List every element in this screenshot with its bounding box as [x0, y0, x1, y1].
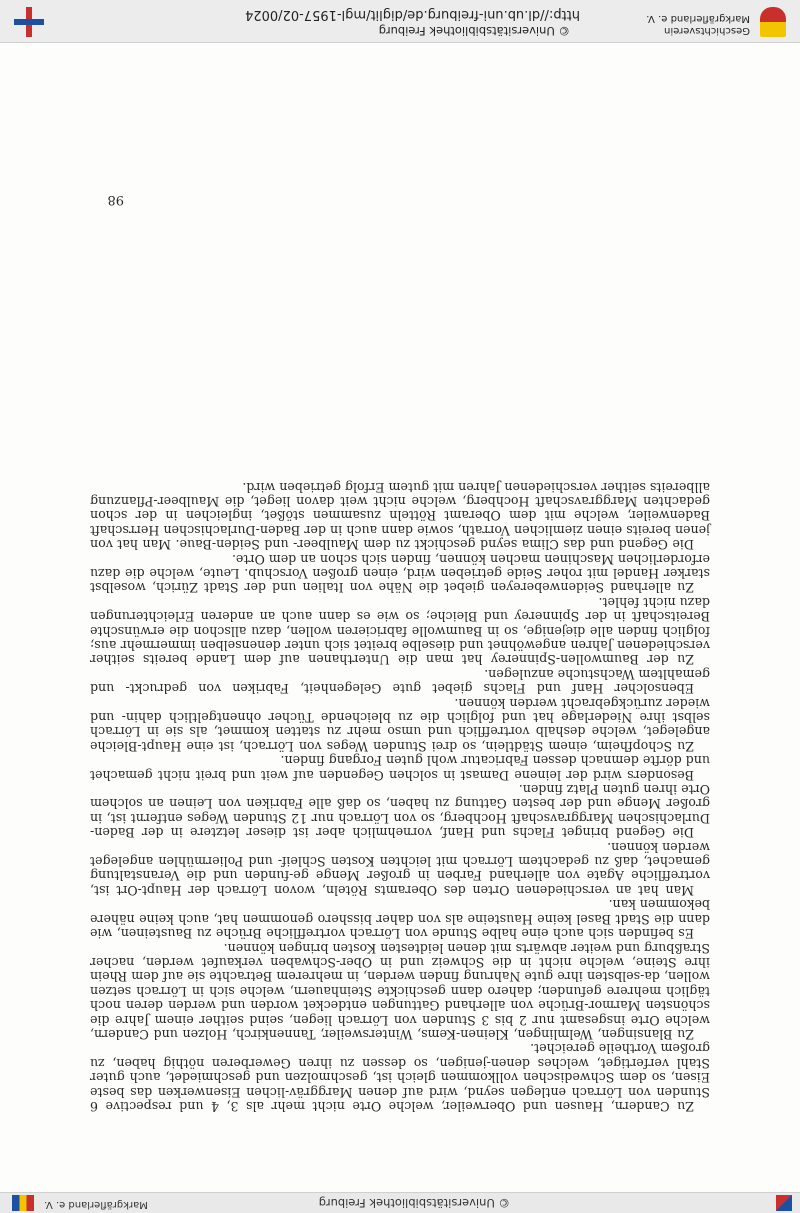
footer-society — [646, 12, 750, 36]
footer-library: © Universitätsbibliothek Freiburg — [378, 24, 570, 38]
ub-freiburg-logo-icon — [14, 7, 44, 37]
paragraph: Zu Candern, Hausen und Oberweiler, welche Orte nicht mehr als 3, 4 und respective 6 Stunden von Lörrach entlegen seynd, wird auf denen Marggräv-lichen Eisenwerken das beste Eisen, so dem Schwedischen vollkommen gleich ist, geschmolzen und geschmiedet, auch guter Stahl verfertiget, welches denen-jenigen, so dessen zu ihren Gewerberen nöthig haben, zu großem Vortheile gereichet. — [90, 1041, 710, 1114]
paragraph: Man hat an verschiedenen Orten des Oberamts Röteln, wovon Lörrach der Haupt-Ort ist, vortreffliche Agate von allerhand Farben in großer Menge ge-funden und die Veranstaltung gemachet, daß zu gedachtem Lörrach mit leichten Kosten Schleif- und Poliermühlen angeleget werden können. — [90, 839, 710, 898]
footer-society-line1: Geschichtsverein — [664, 25, 750, 36]
permalink[interactable]: http://dl.ub.uni-freiburg.de/diglit/mgl-1957-02/0024 — [245, 7, 580, 22]
viewer-bottom-bar — [0, 0, 800, 43]
document-body — [90, 479, 710, 1113]
paragraph: Ebensolcher Hanf und Flachs giebet gute Gelegenheit, Fabriken von gedruckt- und gemahltem Wachstuche anzulegen. — [90, 666, 710, 697]
paragraph: Zu allerhand Seidenwebereyen giebet die Nähe von Italien und der Stadt Zürich, woselbst starker Handel mit roher Seide getrieben wird, einen großen Vorschub. Leute, welche die dazu erforderlichen Maschinen machen können, finden sich schon an dem Orte. — [90, 551, 710, 596]
logo-bar — [14, 19, 44, 25]
header-society: Markgräflerland e. V. — [44, 1199, 148, 1210]
footer-society-line2: Markgräflerland e. V. — [646, 13, 750, 24]
paragraph: Besonders wird der leinene Damast in solchen Gegenden auf weit und breit nicht gemachet und dörfte demnach dessen Fabricatur wohl guten Forgang finden. — [90, 753, 710, 783]
library-logo-icon — [776, 1195, 792, 1211]
paragraph: Es befinden sich auch eine halbe Stunde von Lörrach vortreffliche Brüche zu Bausteinen, wie dann die Stadt Basel keine Hausteine als von daher bisshero genommen hat, auch keine nähere bekommen kan. — [90, 897, 710, 942]
paragraph: Die Gegend und das Clima seynd geschickt zu dem Maulbeer- und Seiden-Baue. Man hat von jenen bereits einen ziemlichen Vorrath, sowie dann auch in der Baden-Durlachischen Herrschaft Badenweiler, welche mit dem Oberamt Rötteln zusammen stößet, ingleichen in der schon gedachten Marggravschaft Hochberg, welche nicht weit davon lieget, die Maulbeer-Pflanzung allbereits seither verschiedenen Jahren mit gutem Erfolg getrieben wird. — [90, 479, 710, 553]
paragraph: Zu Schopfheim, einem Städtlein, so drei Stunden Weges von Lörrach, ist eine Haupt-Bleiche angeleget, welche deshalb vortrefflich und umso mehr zu statten kommet, als sie in Lörrach selbst ihre Niederlage hat und folglich die zu bleichende Tücher ohnentgeltlich dahin- und wieder zurückgebracht werden können. — [90, 695, 710, 754]
paragraph: Zu der Baumwollen-Spinnerey hat man die Unterthanen auf dem Lande bereits seither verschiedenen Jahren angewöhnet und dieselbe breitet sich unter denenselben immermehr aus; folglich finden alle diejenige, so in Baumwolle fabricieren wollen, dazu allschon die erwünschte Bereitschaft in der Spinnerey und Bleiche; so wie es dann auch an anderen Erleichterungen dazu nicht fehlet. — [90, 594, 710, 668]
header-copyright: © Universitätsbibliothek Freiburg — [318, 1196, 510, 1210]
paragraph: Zu Blansingen, Welmlingen, Kleinen-Kems, Wintersweiler, Tannenkirch, Holzen und Candern, welche Orte insgesamt nur 2 bis 3 Stunden von Lörrach liegen, seind seither einem Jahre die schönsten Marmor-Brüche von allerhand Gattungen entdecket worden und werden deren noch täglich mehrere gefunden; dahero dann geschickte Steinhauern, welche sich in Lörrach setzen wollen, da-selbsten ihre gute Nahrung finden werden, in mehrerem Betrachte sie auf dem Rhein ihre Steine, welche nicht in die Schweiz und in Ober-Schwaben verkaufet werden, nacher Straßburg und weiter abwärts mit denen leidtesten Kosten bringen können. — [90, 940, 710, 1042]
page-number: 98 — [107, 192, 124, 207]
viewer-top-bar — [0, 1192, 800, 1213]
society-seal-icon — [760, 7, 786, 37]
society-logo-icon — [12, 1195, 34, 1211]
paragraph: Die Gegend bringet Flachs und Hanf, vornehmlich aber ist dieser letztere in der Baden-Durlachischen Marggravschaft Hochberg, so von Lörrach nur 12 Stunden Weges entfernt ist, in großer Menge und der besten Gattung zu haben, so daß alle Fabriken von Leinen an solchem Orte ihren guten Platz finden. — [90, 782, 710, 841]
